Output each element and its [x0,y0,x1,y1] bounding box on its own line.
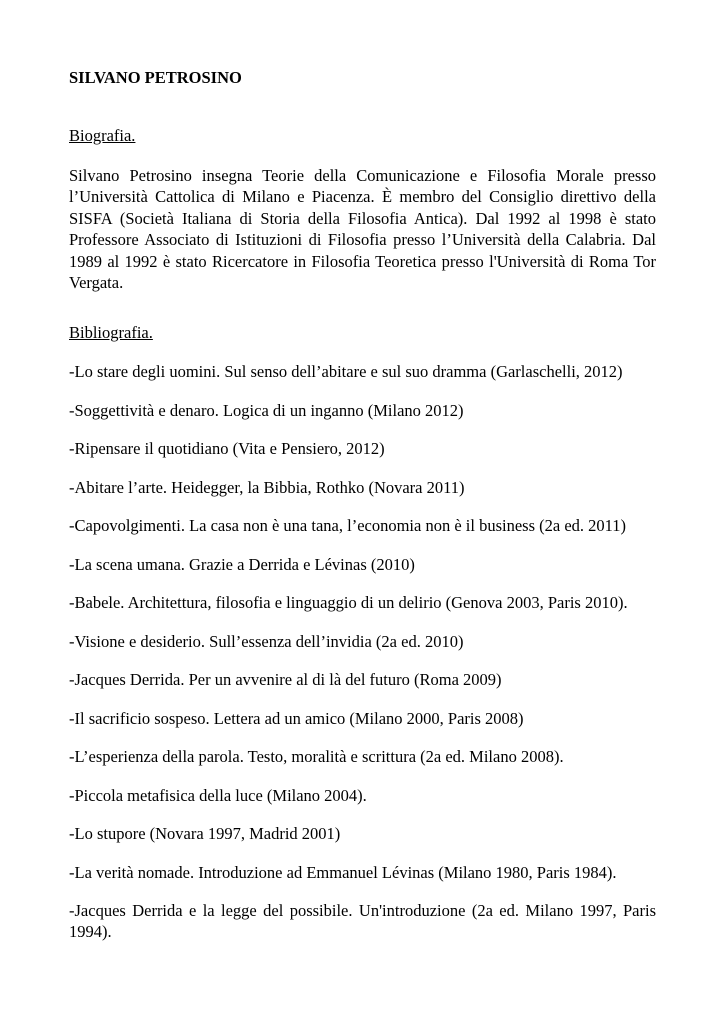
bibliography-item: -Visione e desiderio. Sull’essenza dell’invidia (2a ed. 2010) [69,631,464,651]
bibliography-item: -Jacques Derrida e la legge del possibile. Un'introduzione (2a ed. Milano 1997, Paris 1994). [69,901,656,941]
bibliography-item: -Il sacrificio sospeso. Lettera ad un amico (Milano 2000, Paris 2008) [69,708,524,728]
bibliography-list [69,361,656,960]
bibliography-item: -Soggettività e denaro. Logica di un inganno (Milano 2012) [69,400,464,420]
bibliography-item: -Lo stare degli uomini. Sul senso dell’abitare e sul suo dramma (Garlaschelli, 2012) [69,362,623,381]
author-title: SILVANO PETROSINO [69,68,242,87]
bibliography-item: -L’esperienza della parola. Testo, moralità e scrittura (2a ed. Milano 2008). [69,747,564,766]
bibliography-item: -Lo stupore (Novara 1997, Madrid 2001) [69,824,341,843]
bibliography-item: -Piccola metafisica della luce (Milano 2004). [69,785,367,805]
bibliography-item: -La verità nomade. Introduzione ad Emmanuel Lévinas (Milano 1980, Paris 1984). [69,862,617,882]
biography-heading: Biografia. [69,126,136,145]
biography-text: Silvano Petrosino insegna Teorie della Comunicazione e Filosofia Morale presso l’Università Cattolica di Milano e Piacenza. È membro del Consiglio direttivo della SISFA (Società Italiana di Storia della Filosofia Antica). Dal 1992 al 1998 è stato Professore Associato di Istituzioni di Filosofia presso l’Università della Calabria. Dal 1989 al 1992 è stato Ricercatore in Filosofia Teoretica presso l'Università di Roma Tor Vergata. [69,166,656,293]
bibliography-item: -Jacques Derrida. Per un avvenire al di là del futuro (Roma 2009) [69,670,502,689]
bibliography-item: -Ripensare il quotidiano (Vita e Pensiero, 2012) [69,439,385,458]
bibliography-item: -La scena umana. Grazie a Derrida e Lévinas (2010) [69,554,415,574]
bibliography-item: -Capovolgimenti. La casa non è una tana, l’economia non è il business (2a ed. 2011) [69,516,627,535]
bibliography-heading: Bibliografia. [69,323,153,342]
bibliography-item: -Babele. Architettura, filosofia e linguaggio di un delirio (Genova 2003, Paris 2010). [69,593,628,612]
bibliography-item: -Abitare l’arte. Heidegger, la Bibbia, Rothko (Novara 2011) [69,477,465,497]
